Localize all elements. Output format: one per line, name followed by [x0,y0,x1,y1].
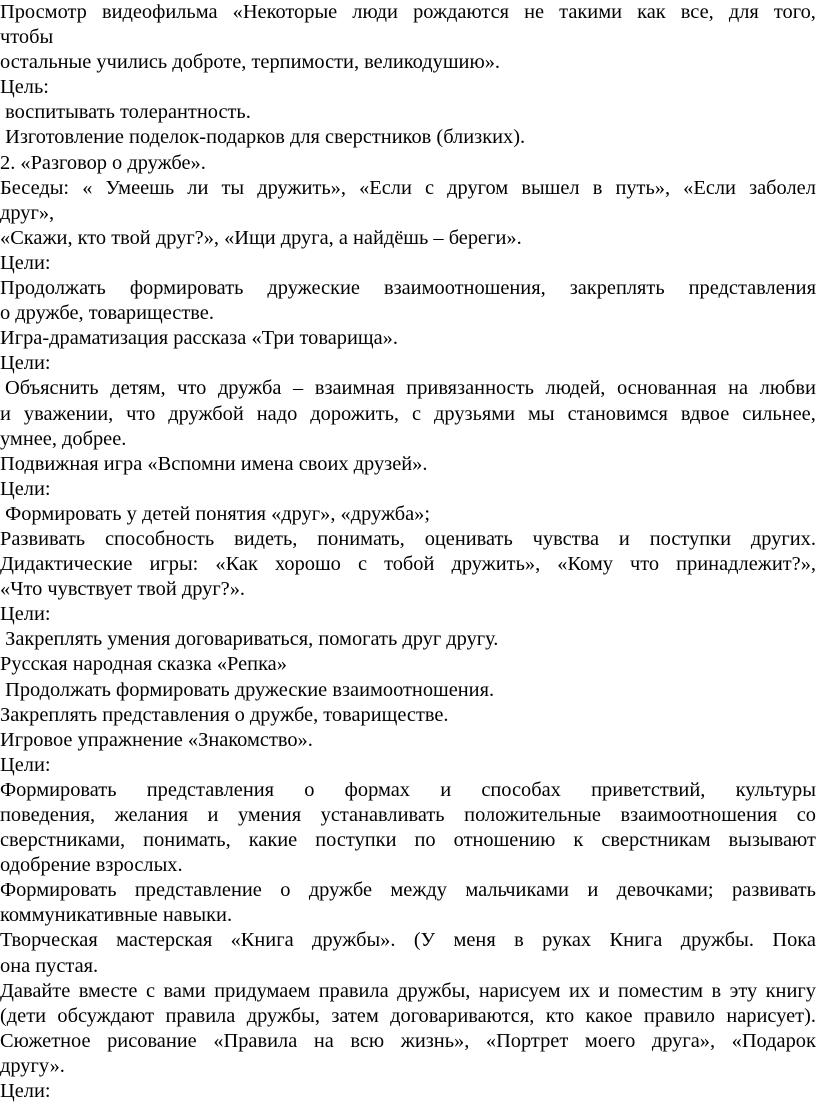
text-line: друг», [0,201,55,224]
text-line: о дружбе, товариществе. [0,302,214,325]
text-line: Цели: [0,603,51,626]
text-line: Давайте вместе с вами придумаем правила дружбы, нарисуем их и поместим в эту книгу [0,979,816,1002]
text-line: Цель: [0,76,49,99]
text-line: Закреплять представления о дружбе, товариществе. [0,703,449,726]
text-line: Изготовление поделок-подарков для сверстников (близких). [0,126,526,149]
text-line: и уважении, что дружбой надо дорожить, с друзьями мы становимся вдвое сильнее, [0,402,816,425]
text-line: остальные учились доброте, терпимости, великодушию». [0,51,500,74]
text-line: Формировать представление о дружбе между мальчиками и девочками; развивать [0,879,816,902]
text-line: Игровое упражнение «Знакомство». [0,728,313,751]
text-line: умнее, добрее. [0,427,127,450]
text-line: Подвижная игра «Вспомни имена своих друзей». [0,452,428,475]
text-line: Цели: [0,1080,51,1103]
text-line: Дидактические игры: «Как хорошо с тобой дружить», «Кому что принадлежит?», [0,553,816,576]
text-line: поведения, желания и умения устанавливать положительные взаимоотношения со [0,804,816,826]
text-line: Русская народная сказка «Репка» [0,653,287,676]
text-line: Цели: [0,352,51,375]
text-line: Игра-драматизация рассказа «Три товарища». [0,327,398,350]
text-line: Объяснить детям, что дружба – взаимная привязанность людей, основанная на любви [5,377,816,400]
text-line: Формировать у детей понятия «друг», «дружба»; [0,502,431,525]
text-line: Творческая мастерская «Книга дружбы». (У меня в руках Книга дружбы. Пока [0,929,816,952]
text-line: Просмотр видеофильма «Некоторые люди рождаются не такими как все, для того, [0,1,816,23]
text-line: Формировать представления о формах и способах приветствий, культуры [0,778,816,801]
text-line: одобрение взрослых. [0,854,183,877]
text-line: воспитывать толерантность. [0,101,251,124]
text-line: она пустая. [0,954,99,977]
text-line: «Скажи, кто твой друг?», «Ищи друга, а найдёшь – береги». [0,226,522,249]
text-line: 2. «Разговор о дружбе». [0,151,206,174]
text-line: другу». [0,1054,65,1077]
text-line: Продолжать формировать дружеские взаимоотношения, закреплять представления [0,277,816,300]
text-line: Цели: [0,251,51,274]
text-line: Продолжать формировать дружеские взаимоотношения. [0,678,495,701]
text-line: Беседы: « Умеешь ли ты дружить», «Если с другом вышел в путь», «Если заболел [0,176,816,199]
text-line: (дети обсуждают правила дружбы, затем договариваются, кто какое правило нарисует). [0,1004,816,1027]
text-line: Цели: [0,477,51,500]
text-line: коммуникативные навыки. [0,904,233,927]
text-line: «Что чувствует твой друг?». [0,578,246,601]
text-line: Закреплять умения договариваться, помогать друг другу. [0,628,499,651]
text-line: Сюжетное рисование «Правила на всю жизнь», «Портрет моего друга», «Подарок [0,1029,816,1052]
text-line: Развивать способность видеть, понимать, оценивать чувства и поступки других. [0,527,816,550]
text-line: Цели: [0,753,51,776]
text-line: сверстниками, понимать, какие поступки по отношению к сверстникам вызывают [0,829,816,852]
text-line: чтобы [0,26,54,49]
